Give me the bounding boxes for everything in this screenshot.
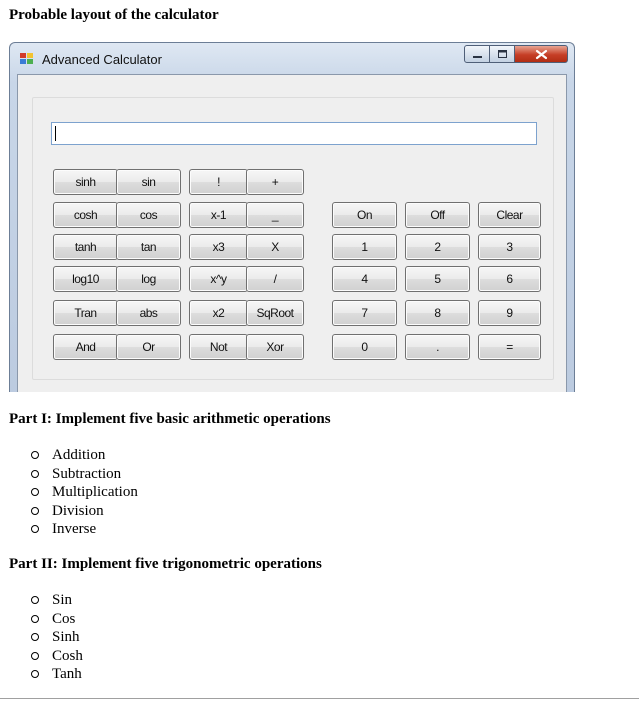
sin-button[interactable]: sin	[116, 169, 181, 195]
off-button[interactable]: Off	[405, 202, 470, 228]
minus-button[interactable]: _	[246, 202, 304, 228]
digit-7-button[interactable]: 7	[332, 300, 397, 326]
x-pow-y-button[interactable]: x^y	[189, 266, 248, 292]
x2-button[interactable]: x2	[189, 300, 248, 326]
xor-button[interactable]: Xor	[246, 334, 304, 360]
digit-8-button[interactable]: 8	[405, 300, 470, 326]
list-item: Subtraction	[28, 465, 138, 484]
bullet-icon	[31, 507, 39, 515]
tanh-button[interactable]: tanh	[53, 234, 118, 260]
digit-5-button[interactable]: 5	[405, 266, 470, 292]
part1-list	[28, 446, 138, 539]
digit-0-button[interactable]: 0	[332, 334, 397, 360]
list-item: Multiplication	[28, 483, 138, 502]
list-item: Division	[28, 502, 138, 521]
list-item: Tanh	[28, 665, 83, 684]
bullet-icon	[31, 615, 39, 623]
page-heading: Probable layout of the calculator	[9, 7, 219, 23]
bullet-icon	[31, 633, 39, 641]
x-minus-1-button[interactable]: x-1	[189, 202, 248, 228]
digit-2-button[interactable]: 2	[405, 234, 470, 260]
divide-button[interactable]: /	[246, 266, 304, 292]
x3-button[interactable]: x3	[189, 234, 248, 260]
part2-heading: Part II: Implement five trigonometric operations	[9, 556, 322, 572]
list-item: Inverse	[28, 520, 138, 539]
part2-list	[28, 591, 83, 684]
not-button[interactable]: Not	[189, 334, 248, 360]
list-item: Addition	[28, 446, 138, 465]
bullet-icon	[31, 451, 39, 459]
or-button[interactable]: Or	[116, 334, 181, 360]
bullet-icon	[31, 470, 39, 478]
equals-button[interactable]: =	[478, 334, 541, 360]
bullet-icon	[31, 488, 39, 496]
multiply-button[interactable]: X	[246, 234, 304, 260]
clear-button[interactable]: Clear	[478, 202, 541, 228]
bullet-icon	[31, 525, 39, 533]
list-item: Cosh	[28, 647, 83, 666]
cos-button[interactable]: cos	[116, 202, 181, 228]
log10-button[interactable]: log10	[53, 266, 118, 292]
digit-3-button[interactable]: 3	[478, 234, 541, 260]
bullet-icon	[31, 670, 39, 678]
sinh-button[interactable]: sinh	[53, 169, 118, 195]
tan-button[interactable]: tan	[116, 234, 181, 260]
abs-button[interactable]: abs	[116, 300, 181, 326]
decimal-point-button[interactable]: .	[405, 334, 470, 360]
window-title: Advanced Calculator	[42, 52, 162, 67]
log-button[interactable]: log	[116, 266, 181, 292]
list-item: Sin	[28, 591, 83, 610]
bottom-divider	[0, 698, 639, 699]
plus-button[interactable]: +	[246, 169, 304, 195]
digit-9-button[interactable]: 9	[478, 300, 541, 326]
list-item: Cos	[28, 610, 83, 629]
cosh-button[interactable]: cosh	[53, 202, 118, 228]
digit-6-button[interactable]: 6	[478, 266, 541, 292]
sqroot-button[interactable]: SqRoot	[246, 300, 304, 326]
digit-1-button[interactable]: 1	[332, 234, 397, 260]
bullet-icon	[31, 596, 39, 604]
factorial-button[interactable]: !	[189, 169, 248, 195]
and-button[interactable]: And	[53, 334, 118, 360]
bullet-icon	[31, 652, 39, 660]
list-item: Sinh	[28, 628, 83, 647]
on-button[interactable]: On	[332, 202, 397, 228]
digit-4-button[interactable]: 4	[332, 266, 397, 292]
part1-heading: Part I: Implement five basic arithmetic operations	[9, 411, 331, 427]
tran-button[interactable]: Tran	[53, 300, 118, 326]
